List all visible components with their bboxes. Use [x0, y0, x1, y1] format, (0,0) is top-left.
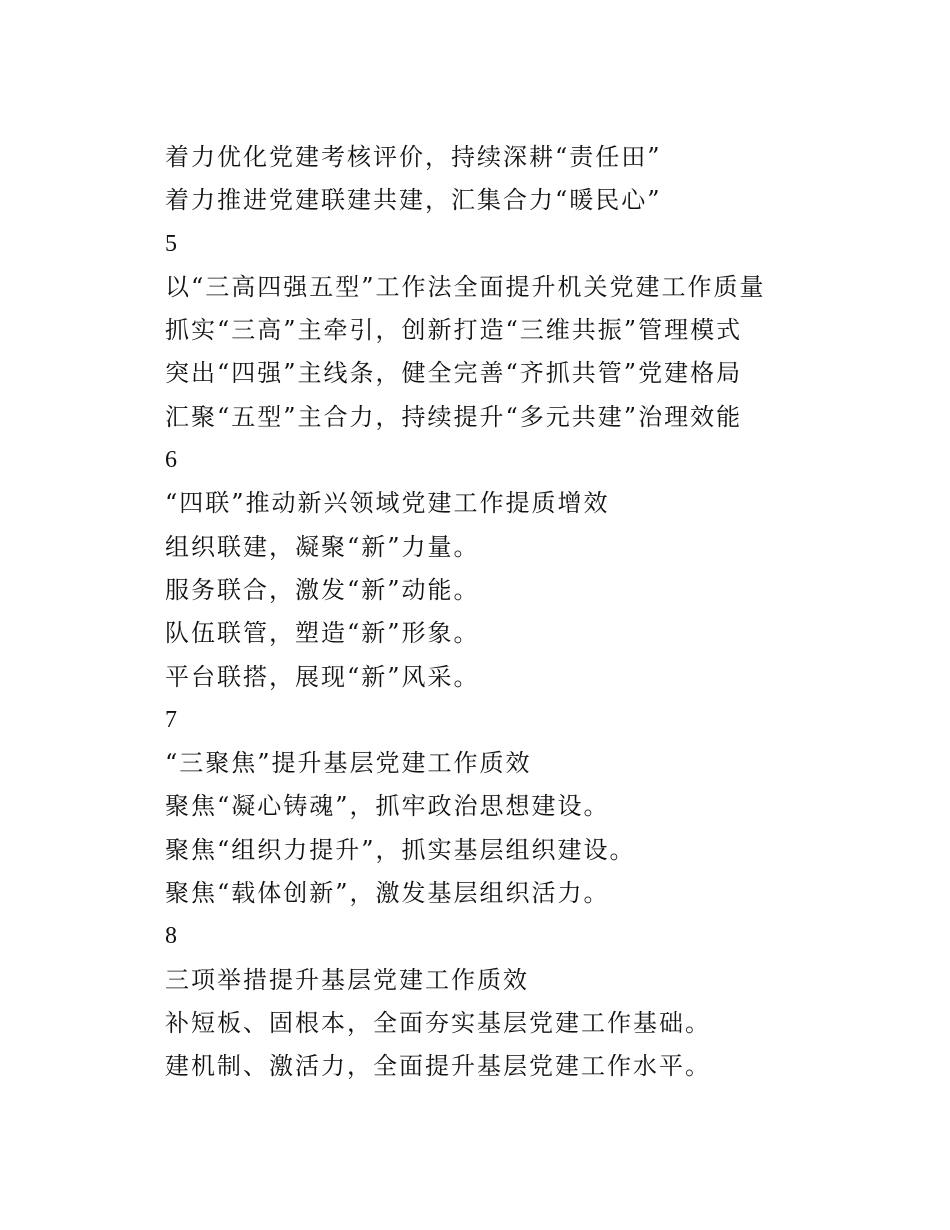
text-line: 建机制、激活力，全面提升基层党建工作水平。 — [165, 1052, 711, 1081]
text-line: 抓实“三高”主牵引，创新打造“三维共振”管理模式 — [165, 316, 743, 345]
section-number: 7 — [165, 706, 177, 733]
text-line: 补短板、固根本，全面夯实基层党建工作基础。 — [165, 1008, 711, 1037]
text-line: 着力推进党建联建共建，汇集合力“暖民心” — [165, 186, 662, 215]
section-number: 6 — [165, 447, 177, 474]
text-line: 聚焦“组织力提升”，抓实基层组织建设。 — [165, 835, 636, 864]
text-line: 聚焦“凝心铸魂”，抓牢政治思想建设。 — [165, 792, 610, 821]
document-body — [165, 136, 785, 1089]
section-heading: 以“三高四强五型”工作法全面提升机关党建工作质量 — [165, 272, 766, 301]
text-line: 聚焦“载体创新”，激发基层组织活力。 — [165, 879, 610, 908]
text-line: 队伍联管，塑造“新”形象。 — [165, 619, 480, 648]
text-line: 组织联建，凝聚“新”力量。 — [165, 532, 480, 561]
section-heading: “四联”推动新兴领域党建工作提质增效 — [165, 489, 610, 518]
section-heading: “三聚焦”提升基层党建工作质效 — [165, 749, 532, 778]
section-number: 5 — [165, 230, 177, 257]
section-heading: 三项举措提升基层党建工作质效 — [165, 965, 529, 994]
text-line: 汇聚“五型”主合力，持续提升“多元共建”治理效能 — [165, 402, 743, 431]
text-line: 着力优化党建考核评价，持续深耕“责任田” — [165, 143, 662, 171]
text-line: 突出“四强”主线条，健全完善“齐抓共管”党建格局 — [165, 359, 743, 388]
section-number: 8 — [165, 923, 177, 950]
text-line: 平台联搭，展现“新”风采。 — [165, 662, 480, 691]
text-line: 服务联合，激发“新”动能。 — [165, 575, 480, 604]
